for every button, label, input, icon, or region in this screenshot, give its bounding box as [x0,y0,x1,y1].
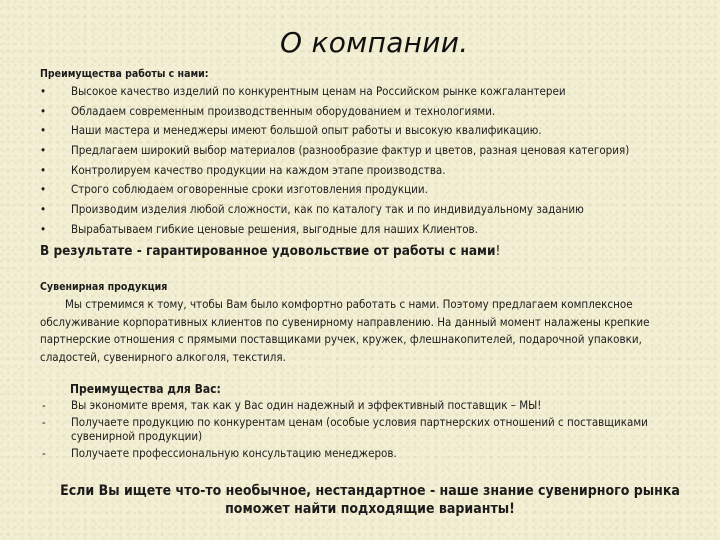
bullet-icon: • [40,182,47,197]
closing-statement: Если Вы ищете что-то необычное, нестандартное - наше знание сувенирного рынка поможет найти подходящие варианты! [60,483,680,517]
list-item: • Обладаем современным производственным оборудованием и технологиями. [40,103,496,118]
list-item: • Вырабатываем гибкие ценовые решения, выгодные для наших Клиентов. [40,221,478,236]
list-item: - Вы экономите время, так как у Вас один надежный и эффективный поставщик – МЫ! [42,398,542,412]
list-item: - Получаете профессиональную консультацию менеджеров. [42,445,397,460]
bullet-icon: • [40,143,47,158]
advantages-heading: Преимущества работы с нами: [40,68,209,80]
souvenir-paragraph: Мы стремимся к тому, чтобы Вам было комфортно работать с нами. Поэтому предлагаем комплексное обслуживание корпоративных клиентов по сувенирному направлению. На данный момент налажены крепкие партнерские отношения с прямыми поставщиками ручек, кружек, флешнакопителей, подарочной упаковки, сладостей, сувенирного алкоголя, текстиля. [40,297,650,364]
bullet-icon: • [40,162,47,177]
bullet-icon: • [40,202,47,217]
list-item: • Строго соблюдаем оговоренные сроки изготовления продукции. [40,182,428,197]
advantages-list [40,83,700,241]
bullet-icon: • [40,103,47,118]
souvenir-heading: Сувенирная продукция [40,281,168,293]
for-you-list [40,398,700,462]
dash-icon: - [42,414,46,429]
dash-icon: - [42,398,46,412]
bullet-icon: • [40,123,47,138]
bullet-icon: • [40,84,47,98]
page-title: О компании. [280,26,469,59]
list-item: • Контролируем качество продукции на каждом этапе производства. [40,162,446,177]
dash-icon: - [42,445,46,460]
list-item: • Наши мастера и менеджеры имеют большой опыт работы и высокую квалификацию. [40,123,542,138]
list-item: • Предлагаем широкий выбор материалов (разнообразие фактур и цветов, разная ценовая категория) [40,143,630,158]
list-item: • Высокое качество изделий по конкурентным ценам на Российском рынке кожгалантереи [40,84,566,98]
bullet-icon: • [40,221,47,236]
for-you-heading: Преимущества для Вас: [70,382,221,396]
list-item: • Производим изделия любой сложности, как по каталогу так и по индивидуальному заданию [40,202,584,217]
result-statement: В результате - гарантированное удовольствие от работы с нами! [40,243,501,259]
list-item: - Получаете продукцию по конкурентам ценам (особые условия партнерских отношений с поставщиками сувенирной продукции) [42,414,648,443]
